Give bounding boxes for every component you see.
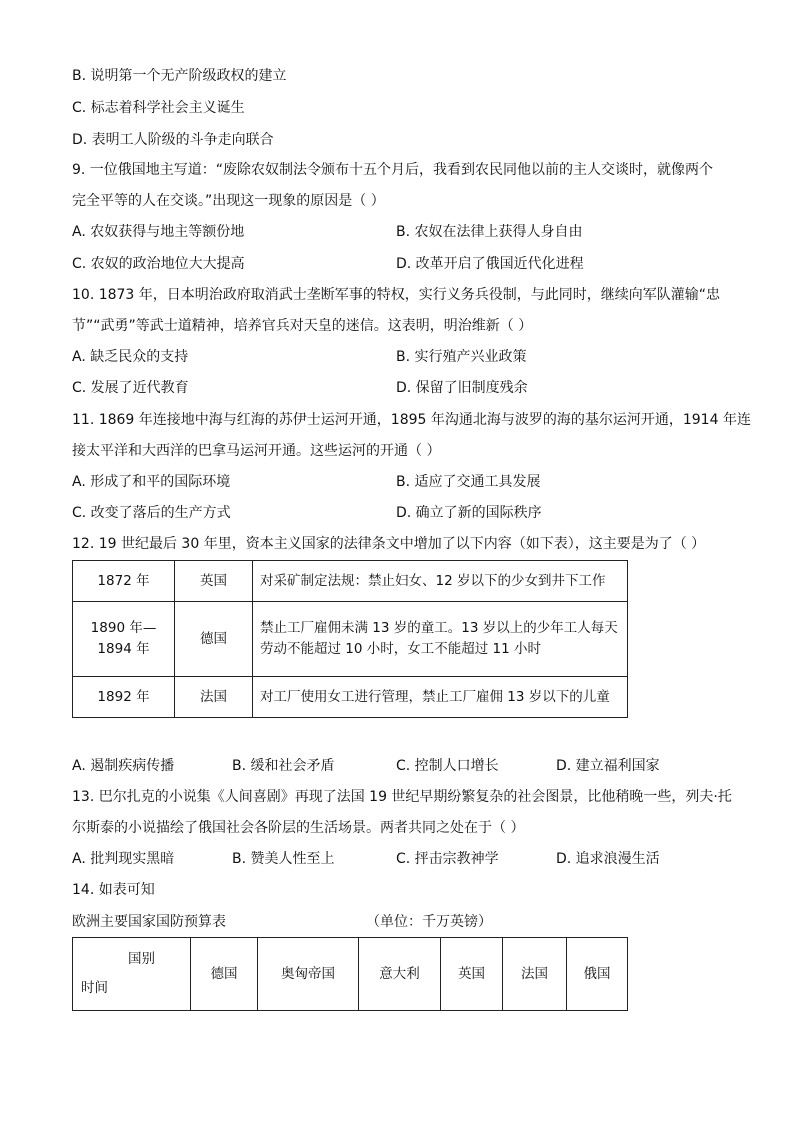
q14-stem: 14. 如表可知 [72, 882, 155, 898]
q14-table-title: 欧洲主要国家国防预算表 [72, 914, 226, 930]
q14-budget-table [72, 937, 628, 1011]
q13-option-b: B. 赞美人性至上 [232, 851, 335, 867]
q12-option-a: A. 遏制疾病传播 [72, 758, 175, 774]
q11-option-d: D. 确立了新的国际秩序 [396, 505, 542, 521]
q14-unit: （单位：千万英镑） [366, 914, 492, 930]
column-header: 德国 [191, 938, 258, 1011]
column-header: 英国 [441, 938, 503, 1011]
q12-option-b: B. 缓和社会矛盾 [232, 758, 335, 774]
table-cell-year: 1892 年 [73, 677, 175, 718]
q12-option-c: C. 控制人口增长 [396, 758, 499, 774]
q13-option-a: A. 批判现实黑暗 [72, 851, 175, 867]
table-cell-year [73, 602, 175, 677]
column-header: 奥匈帝国 [258, 938, 359, 1011]
q11-option-c: C. 改变了落后的生产方式 [72, 505, 231, 521]
table-cell-country: 法国 [175, 677, 253, 718]
q10-stem-line1: 10. 1873 年，日本明治政府取消武士垄断军事的特权，实行义务兵役制，与此同时，继续向军队灌输“忠 [72, 287, 721, 303]
content-line1: 禁止工厂雇佣未满 13 岁的童工。13 岁以上的少年工人每天 [260, 620, 618, 636]
table-cell-content [253, 602, 628, 677]
table-cell-year: 1872 年 [73, 561, 175, 602]
column-header: 俄国 [567, 938, 628, 1011]
q8-option-b: B. 说明第一个无产阶级政权的建立 [72, 68, 287, 84]
q13-option-d: D. 追求浪漫生活 [556, 851, 660, 867]
q12-stem: 12. 19 世纪最后 30 年里，资本主义国家的法律条文中增加了以下内容（如下表），这主要是为了（ ） [72, 536, 706, 552]
table-header-row [73, 938, 628, 1011]
q8-option-d: D. 表明工人阶级的斗争走向联合 [72, 132, 274, 148]
q11-stem-line2: 接太平洋和大西洋的巴拿马运河开通。这些运河的开通（ ） [72, 443, 441, 459]
table-cell-content: 对工厂使用女工进行管理，禁止工厂雇佣 13 岁以下的儿童 [253, 677, 628, 718]
q13-option-c: C. 抨击宗教神学 [396, 851, 499, 867]
q8-option-c: C. 标志着科学社会主义诞生 [72, 100, 245, 116]
q12-law-table [72, 560, 628, 718]
q9-stem-line2: 完全平等的人在交谈。”出现这一现象的原因是（ ） [72, 193, 385, 209]
q12-option-d: D. 建立福利国家 [556, 758, 660, 774]
q11-option-a: A. 形成了和平的国际环境 [72, 474, 231, 490]
q9-option-b: B. 农奴在法律上获得人身自由 [396, 224, 583, 240]
header-country: 国别 [128, 951, 155, 967]
q11-option-b: B. 适应了交通工具发展 [396, 474, 541, 490]
table-cell-content: 对采矿制定法规：禁止妇女、12 岁以下的少女到井下工作 [253, 561, 628, 602]
table-header-corner [73, 938, 191, 1011]
q10-option-a: A. 缺乏民众的支持 [72, 349, 189, 365]
q11-stem-line1: 11. 1869 年连接地中海与红海的苏伊士运河开通，1895 年沟通北海与波罗的海的基尔运河开通，1914 年连 [72, 412, 751, 428]
q10-option-b: B. 实行殖产兴业政策 [396, 349, 527, 365]
q13-stem-line2: 尔斯泰的小说描绘了俄国社会各阶层的生活场景。两者共同之处在于（ ） [72, 820, 525, 836]
table-row [73, 561, 628, 602]
q9-option-d: D. 改革开启了俄国近代化进程 [396, 256, 584, 272]
column-header: 法国 [503, 938, 567, 1011]
q9-option-a: A. 农奴获得与地主等额份地 [72, 224, 245, 240]
q9-stem-line1: 9. 一位俄国地主写道：“废除农奴制法令颁布十五个月后，我看到农民同他以前的主人交谈时，就像两个 [72, 162, 714, 178]
content-line2: 劳动不能超过 10 小时，女工不能超过 11 小时 [260, 641, 542, 657]
header-time: 时间 [81, 980, 108, 996]
q9-option-c: C. 农奴的政治地位大大提高 [72, 256, 245, 272]
q10-option-c: C. 发展了近代教育 [72, 380, 189, 396]
year-line1: 1890 年— [90, 620, 157, 636]
q13-stem-line1: 13. 巴尔扎克的小说集《人间喜剧》再现了法国 19 世纪早期纷繁复杂的社会图景，比他稍晚一些，列夫·托 [72, 789, 732, 805]
column-header: 意大利 [359, 938, 441, 1011]
year-line2: 1894 年 [97, 641, 150, 657]
table-cell-country: 英国 [175, 561, 253, 602]
table-row [73, 602, 628, 677]
q10-option-d: D. 保留了旧制度残余 [396, 380, 528, 396]
q10-stem-line2: 节”“武勇”等武士道精神，培养官兵对天皇的迷信。这表明，明治维新（ ） [72, 318, 533, 334]
table-row [73, 677, 628, 718]
table-cell-country: 德国 [175, 602, 253, 677]
